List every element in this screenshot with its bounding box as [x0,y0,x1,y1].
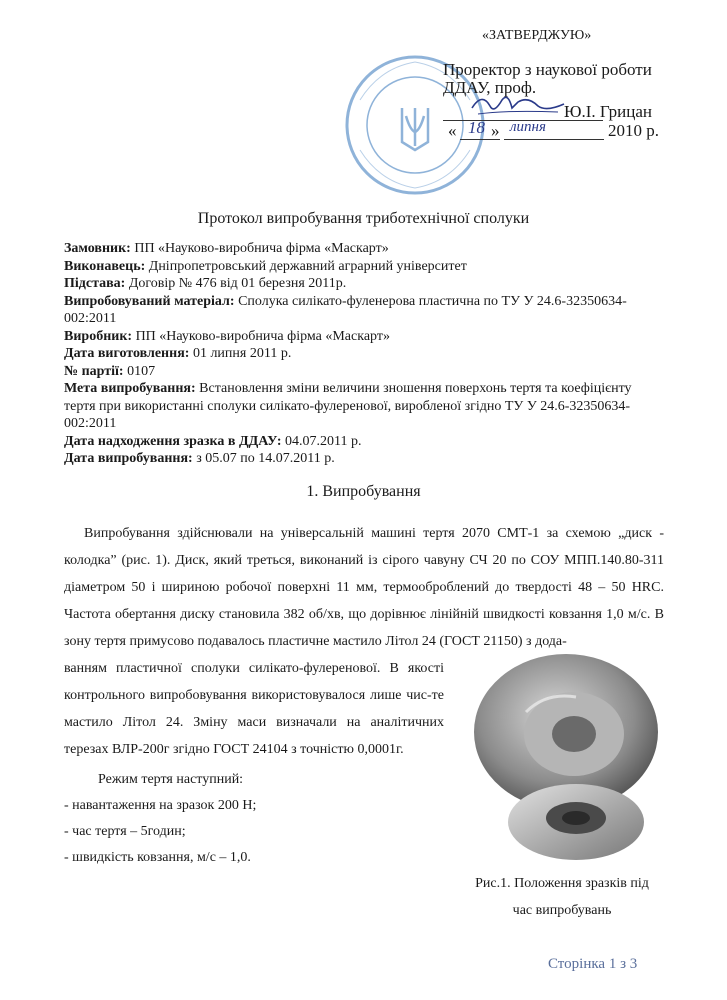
approval-position: Проректор з наукової роботи [443,60,652,79]
protocol-field-label: Замовник: [64,241,131,256]
protocol-field-value: Встановлення зміни величини зношення поверхонь тертя та коефіцієнту тертя при використанні сполуки силікато-фулеренової, виробленої згідно ТУ У 24.6-32350634-002:2011 [64,381,632,431]
protocol-field-value: 0107 [123,363,156,379]
protocol-field-label: Дата виготовлення: [64,346,190,361]
date-day-underline [460,139,500,140]
protocol-field-label: Дата надходження зразка в ДДАУ: [64,433,282,449]
protocol-field-label: Виробник: [64,328,133,344]
protocol-field-value: Дніпропетровський державний аграрний університет [145,258,467,274]
date-day: 18 [468,118,485,137]
handwritten-signature [468,88,568,122]
friction-mode-heading: Режим тертя наступний: [98,772,244,787]
protocol-field [64,363,664,381]
protocol-field [64,293,664,328]
date-year: 2010 р. [608,121,659,140]
protocol-field [64,450,664,468]
date-close-quote: » [491,121,500,140]
friction-mode-block [64,767,256,871]
date-month: липня [510,119,546,135]
protocol-field [64,433,664,451]
figure-caption [452,870,672,924]
section-title: 1. Випробування [306,483,421,500]
signatory-name: Ю.І. Грицан [564,102,652,121]
protocol-field [64,258,664,276]
page-number: Сторінка 1 з 3 [548,956,638,972]
protocol-field-value: 01 липня 2011 р. [189,346,292,361]
friction-mode-item: - час тертя – 5годин; [64,824,186,839]
friction-mode-item: - навантаження на зразок 200 Н; [64,798,257,813]
protocol-field [64,275,664,293]
figure-caption-line: Рис.1. Положення зразків під [475,876,649,891]
protocol-field-value: ПП «Науково-виробнича фірма «Маскарт» [132,328,390,344]
paragraph-test-description: Випробування здійснювали на універсальній машині тертя 2070 СМТ-1 за схемою „диск - колодка” (рис. 1). Диск, який треться, виконаний із сірого чавуну СЧ 20 по СОУ МПП.140.80-311 діаметром 50 і шириною робочої поверхні 11 мм, термооброблений до твердості 48 – 50 HRC. Частота обертання диску становила 382 об/хв, що дорівнює лінійній швидкості ковзання 1,0 м/с. В зону тертя примусово подавалось пластичне мастило Літол 24 (ГОСТ 21150) з дода- [64,526,664,649]
protocol-field-label: Мета випробування: [64,381,196,396]
protocol-field-value: з 05.07 по 14.07.2011 р. [192,451,335,466]
protocol-field [64,240,664,258]
protocol-field-value: Сполука силікато-фуленерова пластична по ТУ У 24.6-32350634-002:2011 [64,293,627,326]
protocol-field [64,328,664,346]
protocol-field-label: Підстава: [64,276,126,291]
date-open-quote: « [448,121,457,140]
document-title: Протокол випробування триботехнічної сполуки [197,210,530,227]
samples-photo [466,652,666,867]
protocol-field-label: Дата випробування: [64,451,193,466]
friction-mode-item: - швидкість ковзання, м/с – 1,0. [64,850,251,865]
protocol-field-value: Договір № 476 від 01 березня 2011р. [125,276,347,291]
protocol-field-value: ПП «Науково-виробнича фірма «Маскарт» [130,241,389,256]
approval-institution: ДДАУ, проф. [443,78,537,97]
date-month-underline [504,139,604,140]
protocol-field-label: № партії: [64,363,124,379]
protocol-field-label: Випробовуваний матеріал: [64,293,235,309]
figure-caption-line: час випробувань [512,903,612,918]
approval-title: «ЗАТВЕРДЖУЮ» [482,28,592,43]
protocol-field-label: Виконавець: [64,258,146,274]
protocol-fields [64,240,664,468]
paragraph-control-test: ванням пластичної сполуки силікато-фулеренової. В якості контрольного випробовування використовувалося лише чис-те мастило Літол 24. Зміну маси визначали на аналітичних терезах ВЛР-200г згідно ГОСТ 24104 з точністю 0,0001г. [64,661,444,757]
protocol-field-value: 04.07.2011 р. [281,433,362,449]
protocol-field [64,345,664,363]
protocol-field [64,380,664,433]
